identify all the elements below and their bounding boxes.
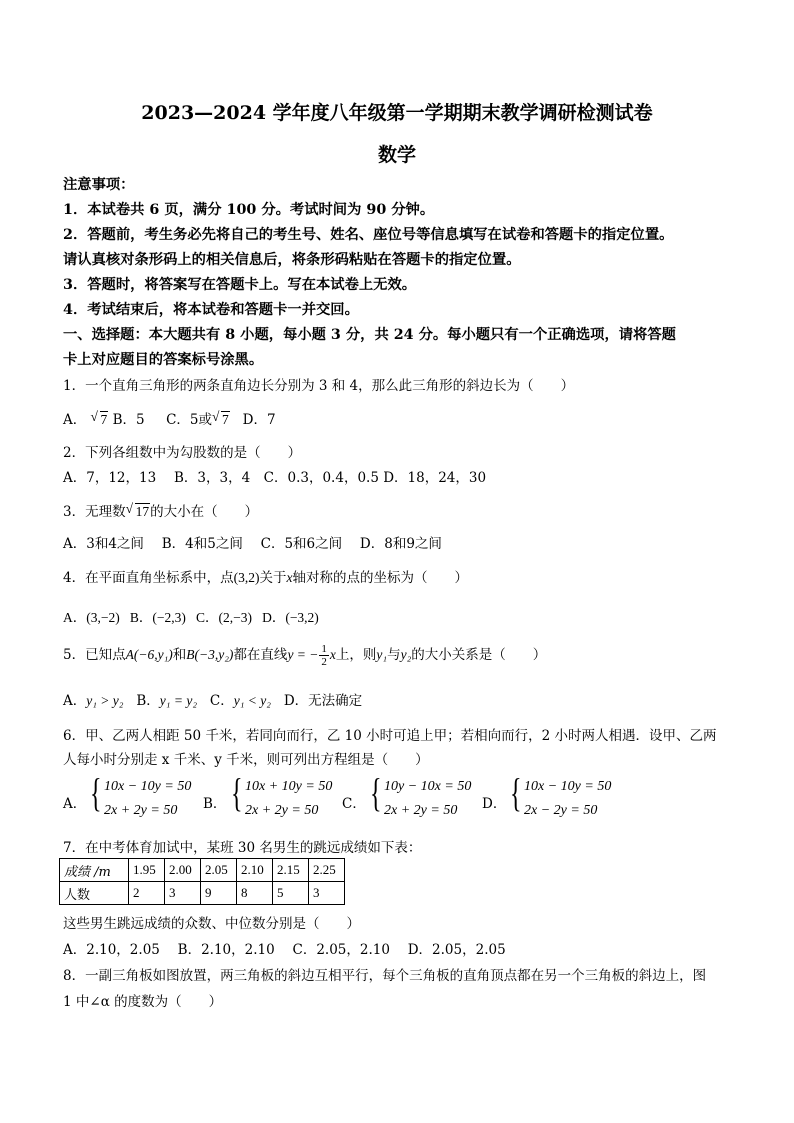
- q7-stem: 7．在中考体育加试中，某班 30 名男生的跳远成绩如下表：: [63, 840, 422, 856]
- q5-option-d: D．无法确定: [283, 693, 363, 709]
- q5-line-rhs: x: [329, 647, 336, 662]
- notice-item-1: 1．本试卷共 6 页，满分 100 分。考试时间为 90 分钟。: [63, 202, 435, 218]
- q5-text-5: 与: [387, 647, 401, 663]
- table-cell: 9: [201, 882, 237, 905]
- q6-option-d-label: D．: [482, 796, 507, 812]
- q1-option-c-sqrt: √ 7: [212, 409, 229, 427]
- q5-y1: y₁: [376, 647, 388, 662]
- table-header-count: 人数: [60, 882, 129, 905]
- q6-option-a-eq1: 10x − 10y = 50: [104, 779, 192, 794]
- q5-line-lhs: y = −: [287, 647, 319, 662]
- q5-option-a: y₁ > y₂: [86, 693, 124, 708]
- q1-option-d: D．7: [242, 412, 276, 428]
- table-header-score: 成绩 /m: [60, 859, 129, 882]
- q5-stem: [63, 643, 739, 668]
- q5-frac-num: 1: [321, 643, 327, 655]
- notice-item-4: 4．考试结束后，将本试卷和答题卡一并交回。: [63, 302, 359, 318]
- q2-stem: 2．下列各组数中为勾股数的是（ ）: [63, 445, 302, 461]
- table-cell: 2.05: [201, 859, 237, 882]
- q1-stem: 1．一个直角三角形的两条直角边长分别为 3 和 4，那么此三角形的斜边长为（ ）: [63, 378, 575, 394]
- q4-option-a: A．(3,−2): [63, 610, 120, 625]
- table-row: [60, 859, 345, 882]
- table-cell: 8: [237, 882, 273, 905]
- table-cell: 1.95: [129, 859, 165, 882]
- q3-options: A．3和4之间 B．4和5之间 C．5和6之间 D．8和9之间: [63, 536, 442, 552]
- table-row: [60, 882, 345, 905]
- q8-stem-line1: 8．一副三角板如图放置，两三角板的斜边互相平行，每个三角板的直角顶点都在另一个三角板的斜边上，图: [63, 968, 707, 984]
- q6-option-c-label: C．: [342, 796, 366, 812]
- q5-point-b: B(−3,y₂): [186, 647, 234, 662]
- q4-stem-mid: 关于: [259, 570, 287, 586]
- q4-option-c: C．(2,−3): [195, 610, 252, 625]
- q4-point: (3,2): [233, 570, 260, 585]
- q3-sqrt: √ 17: [125, 501, 150, 519]
- q7-score-table: [59, 858, 345, 905]
- q3-stem-post: 的大小在（ ）: [150, 504, 259, 520]
- q6-option-a-label: A．: [63, 796, 87, 812]
- exam-title: 2023—2024 学年度八年级第一学期期末教学调研检测试卷: [141, 102, 653, 124]
- q4-stem: [63, 566, 739, 586]
- q7-question: 这些男生跳远成绩的众数、中位数分别是（ ）: [63, 916, 360, 932]
- q6-option-c-brace: {: [370, 770, 382, 815]
- q3-stem: [63, 500, 739, 520]
- q7-options: A．2.10，2.05 B．2.10，2.10 C．2.05，2.10 D．2.05，2.05: [63, 942, 506, 958]
- subject-title: 数学: [377, 144, 416, 166]
- q5-text-1: 5．已知点: [63, 647, 126, 663]
- q1-option-a-label: A．: [63, 412, 87, 428]
- q1-option-a-radicand: 7: [100, 412, 108, 427]
- table-cell: 2.10: [237, 859, 273, 882]
- notice-item-2-cont: 请认真核对条形码上的相关信息后，将条形码粘贴在答题卡的指定位置。: [63, 252, 521, 268]
- q5-frac-den: 2: [321, 656, 327, 668]
- q6-option-d-brace: {: [510, 770, 522, 815]
- q5-option-c-label: C．: [209, 693, 234, 709]
- table-cell: 2.00: [165, 859, 201, 882]
- q5-option-b: y₁ = y₂: [159, 693, 198, 708]
- q6-option-b-label: B．: [203, 796, 227, 812]
- q4-option-d: D．(−3,2): [262, 610, 319, 625]
- q6-option-c-eq1: 10y − 10x = 50: [384, 779, 472, 794]
- q1-option-c-radicand: 7: [222, 412, 229, 427]
- q5-text-2: 和: [172, 647, 187, 663]
- table-cell: 2.25: [309, 859, 345, 882]
- q4-option-b: B．(−2,3): [129, 610, 186, 625]
- q3-radicand: 17: [135, 504, 150, 519]
- q1-option-a-sqrt: √ 7: [90, 409, 108, 427]
- q1-options: [63, 408, 739, 428]
- q3-stem-pre: 3．无理数: [63, 504, 126, 520]
- notice-item-3: 3．答题时，将答案写在答题卡上。写在本试卷上无效。: [63, 277, 417, 293]
- q8-stem-line2: 1 中∠α 的度数为（ ）: [63, 994, 223, 1010]
- q4-stem-pre: 4．在平面直角坐标系中，点: [63, 570, 234, 586]
- q5-point-a: A(−6,y₁): [125, 647, 173, 662]
- table-cell: 5: [273, 882, 309, 905]
- table-cell: 2: [129, 882, 165, 905]
- q5-option-a-label: A．: [63, 693, 87, 709]
- q2-options: A．7，12，13 B．3，3，4 C．0.3，0.4，0.5 D．18，24，30: [63, 470, 487, 486]
- q5-text-4: 上，则: [335, 647, 377, 663]
- notice-item-2: 2．答题前，考生务必先将自己的考生号、姓名、座位号等信息填写在试卷和答题卡的指定位置。: [63, 227, 674, 243]
- q6-option-a-brace: {: [90, 770, 102, 815]
- q5-fraction: [319, 643, 329, 668]
- q6-option-b-eq2: 2x + 2y = 50: [245, 803, 319, 818]
- q1-option-c-label: C．5或: [166, 412, 212, 428]
- notice-heading: 注意事项：: [63, 177, 135, 193]
- section1-heading-line2: 卡上对应题目的答案标号涂黑。: [63, 352, 264, 368]
- q6-option-d-eq2: 2x − 2y = 50: [524, 803, 598, 818]
- table-cell: 3: [309, 882, 345, 905]
- q4-axis: x: [286, 570, 293, 585]
- q6-option-b-brace: {: [231, 770, 243, 815]
- q6-option-d-eq1: 10x − 10y = 50: [524, 779, 612, 794]
- q5-option-b-label: B．: [136, 693, 160, 709]
- q6-stem-line2: 人每小时分别走 x 千米、y 千米，则可列出方程组是（ ）: [63, 752, 429, 768]
- table-cell: 3: [165, 882, 201, 905]
- q5-text-6: 的大小关系是（ ）: [411, 647, 547, 663]
- q6-option-c-eq2: 2x + 2y = 50: [384, 803, 458, 818]
- q5-text-3: 都在直线: [233, 647, 288, 663]
- section1-heading-line1: 一、选择题：本大题共有 8 小题，每小题 3 分，共 24 分。每小题只有一个正确选项，请将答题: [63, 327, 676, 343]
- q4-stem-post: 轴对称的点的坐标为（ ）: [292, 570, 468, 586]
- q6-option-a-eq2: 2x + 2y = 50: [104, 803, 178, 818]
- q1-option-b: B．5: [112, 412, 145, 428]
- q6-option-b-eq1: 10x + 10y = 50: [245, 779, 333, 794]
- q4-options: [63, 606, 739, 626]
- q5-options: [63, 689, 739, 709]
- q6-stem-line1: 6．甲、乙两人相距 50 千米，若同向而行，乙 10 小时可追上甲；若相向而行，2 小时两人相遇．设甲、乙两: [63, 728, 717, 744]
- table-cell: 2.15: [273, 859, 309, 882]
- q5-option-c: y₁ < y₂: [233, 693, 271, 708]
- q5-y2: y₂: [400, 647, 412, 662]
